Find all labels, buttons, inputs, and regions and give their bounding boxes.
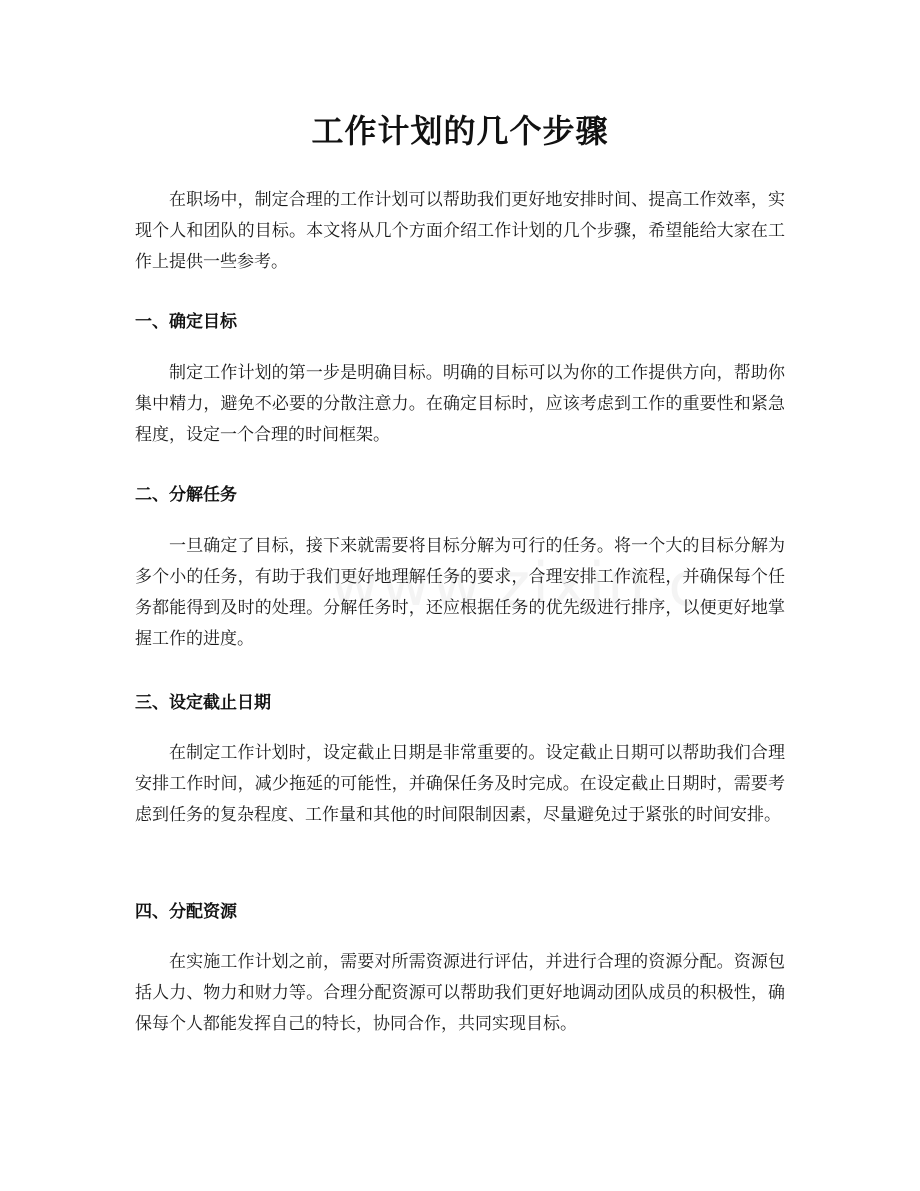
section-heading-2: 二、分解任务 [135,485,237,505]
page-title: 工作计划的几个步骤 [311,112,609,150]
section-body-1: 制定工作计划的第一步是明确目标。明确的目标可以为你的工作提供方向，帮助你集中精力，避免不必要的分散注意力。在确定目标时，应该考虑到工作的重要性和紧急程度，设定一个合理的时间框架。 [135,363,785,445]
section-heading-1: 一、确定目标 [135,312,237,332]
section-heading-4: 四、分配资源 [135,902,237,922]
section-body-3: 在制定工作计划时，设定截止日期是非常重要的。设定截止日期可以帮助我们合理安排工作时间，减少拖延的可能性，并确保任务及时完成。在设定截止日期时，需要考虑到任务的复杂程度、工作量和其他的时间限制因素，尽量避免过于紧张的时间安排。 [135,743,785,825]
section-heading-3: 三、设定截止日期 [135,693,271,713]
section-body-2: 一旦确定了目标，接下来就需要将目标分解为可行的任务。将一个大的目标分解为多个小的任务，有助于我们更好地理解任务的要求，合理安排工作流程，并确保每个任务都能得到及时的处理。分解任务时，还应根据任务的优先级进行排序，以便更好地掌握工作的进度。 [135,536,785,649]
section-body-4: 在实施工作计划之前，需要对所需资源进行评估，并进行合理的资源分配。资源包括人力、物力和财力等。合理分配资源可以帮助我们更好地调动团队成员的积极性，确保每个人都能发挥自己的特长，协同合作，共同实现目标。 [135,952,785,1034]
intro-paragraph: 在职场中，制定合理的工作计划可以帮助我们更好地安排时间、提高工作效率，实现个人和团队的目标。本文将从几个方面介绍工作计划的几个步骤，希望能给大家在工作上提供一些参考。 [135,190,785,272]
